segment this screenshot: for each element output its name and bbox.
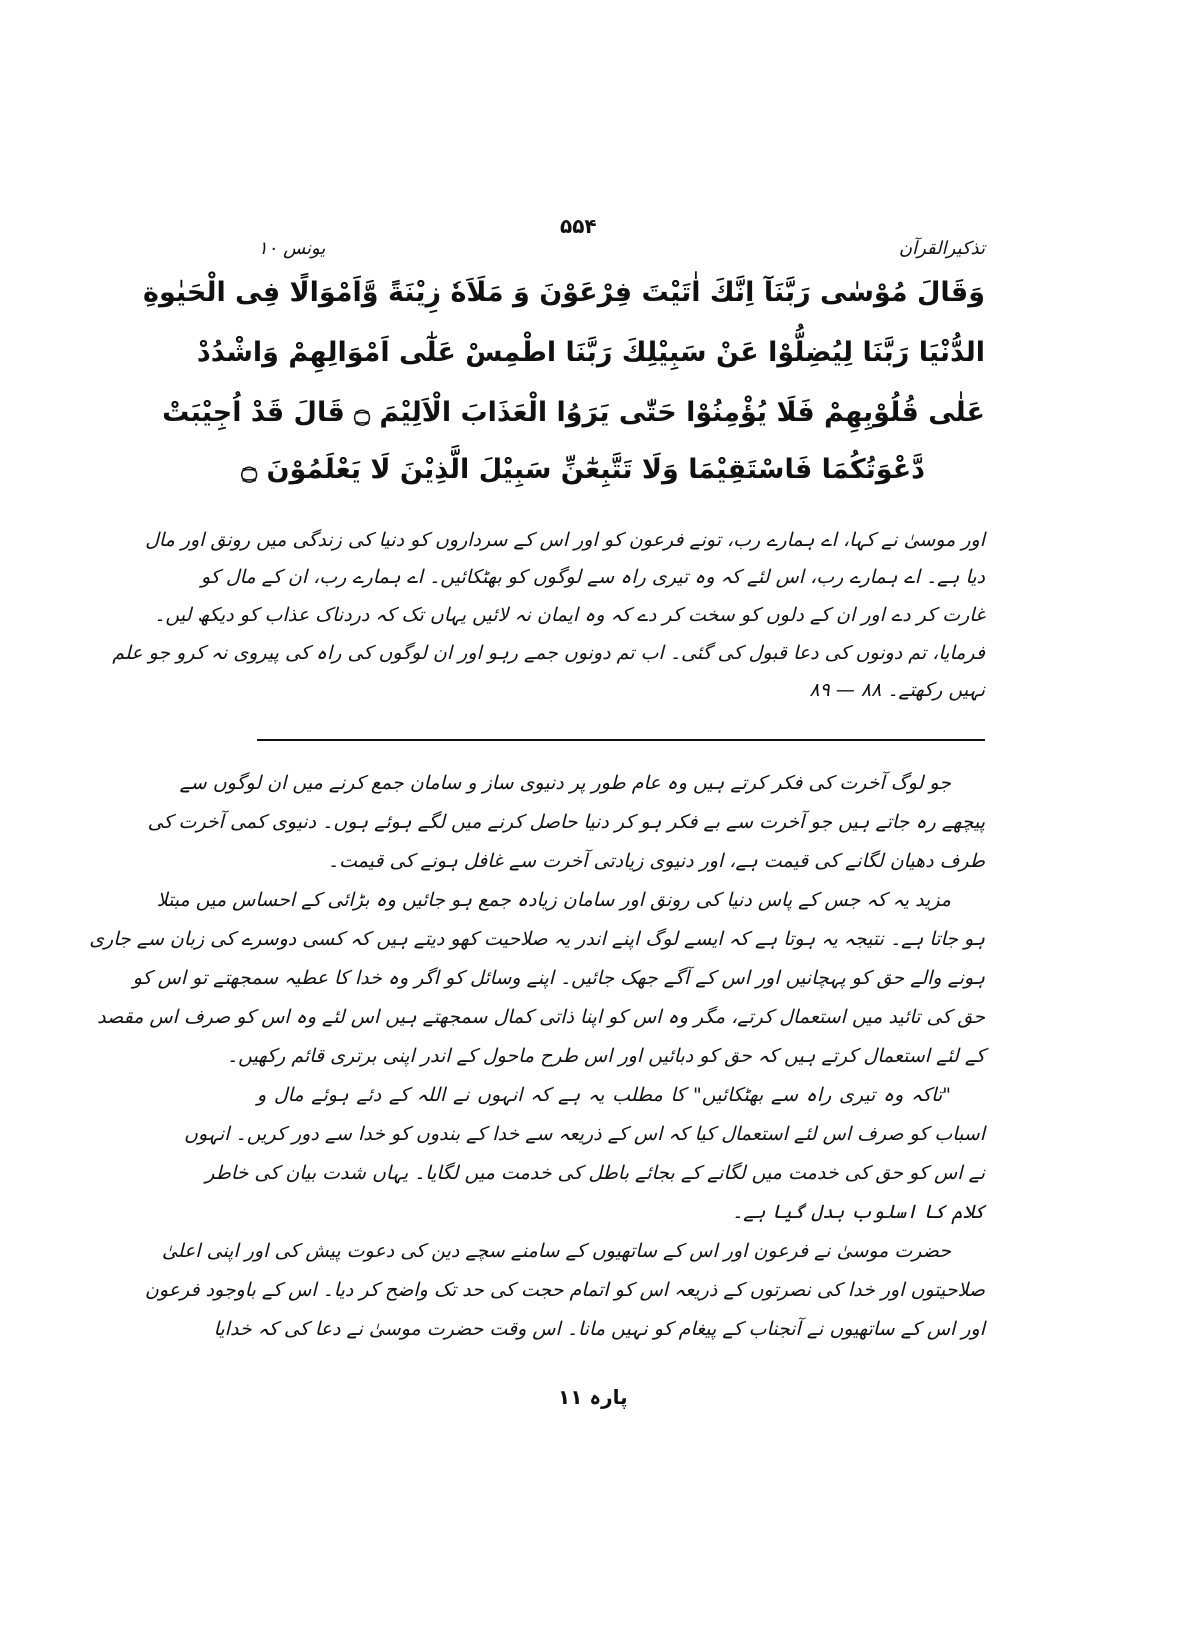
para-footer: پارہ ۱۱ [558, 1385, 628, 1409]
commentary-line: پیچھے رہ جاتے ہیں جو آخرت سے بے فکر ہو کر دنیا حاصل کرنے میں لگے ہوئے ہوں۔ دنیوی کمی آخرت کی [147, 811, 985, 833]
verse-line: الدُّنْيَا رَبَّنَا لِيُضِلُّوْا عَنْ سَبِيْلِكَ رَبَّنَا اطْمِسْ عَلٰٓى اَمْوَالِهِمْ وَاشْدُدْ [196, 337, 985, 368]
commentary-line: ہو جاتا ہے۔ نتیجہ یہ ہوتا ہے کہ ایسے لوگ اپنے اندر یہ صلاحیت کھو دیتے ہیں کہ کسی دوسرے کی زبان سے جاری [89, 928, 985, 950]
commentary-line: حضرت موسیٰ نے فرعون اور اس کے ساتھیوں کے سامنے سچے دین کی دعوت پیش کی اور اپنی اعلیٰ [161, 1240, 951, 1262]
verse-line: عَلٰى قُلُوْبِهِمْ فَلَا يُؤْمِنُوْا حَتّٰى يَرَوُا الْعَذَابَ الْاَلِيْمَ ۝ قَالَ قَدْ اُجِيْبَتْ [162, 397, 985, 428]
commentary-line: کلام کا اسلوب بدل گیا ہے۔ [732, 1201, 985, 1223]
commentary-line: طرف دھیان لگانے کی قیمت ہے، اور دنیوی زیادتی آخرت سے غافل ہونے کی قیمت۔ [327, 850, 985, 872]
verse-line: دَّعْوَتُكُمَا فَاسْتَقِيْمَا وَلَا تَتَّبِعٰٓنِّ سَبِيْلَ الَّذِيْنَ لَا يَعْلَمُوْنَ ۝ [241, 454, 925, 485]
commentary-line: مزید یہ کہ جس کے پاس دنیا کی رونق اور سامان زیادہ جمع ہو جائیں وہ بڑائی کے احساس میں مبتلا [156, 889, 951, 911]
translation-line: فرمایا، تم دونوں کی دعا قبول کی گئی۔ اب تم دونوں جمے رہو اور ان لوگوں کی راہ کی پیروی نہ کرو جو علم [112, 642, 985, 664]
commentary-line: حق کی تائید میں استعمال کرتے، مگر وہ اس کو اپنا ذاتی کمال سمجھتے ہیں اس لئے وہ اس کو صرف اس مقصد [97, 1006, 985, 1028]
section-divider [257, 739, 985, 741]
commentary-line: جو لوگ آخرت کی فکر کرتے ہیں وہ عام طور پر دنیوی ساز و سامان جمع کرنے میں ان لوگوں سے [179, 772, 951, 794]
book-title: تذکیرالقرآن [898, 238, 985, 259]
commentary-line: ہونے والے حق کو پہچانیں اور اس کے آگے جھک جائیں۔ اپنے وسائل کو اگر وہ خدا کا عطیہ سمجھتے تو اس کو [132, 967, 985, 989]
commentary-line: صلاحیتوں اور خدا کی نصرتوں کے ذریعہ اس کو اتمام حجت کی حد تک واضح کر دیا۔ اس کے باوجود فرعون [144, 1279, 985, 1301]
translation-line: نہیں رکھتے۔ ۸۸ — ۸۹ [809, 679, 985, 701]
commentary-line: "تاکہ وہ تیری راہ سے بھٹکائیں" کا مطلب یہ ہے کہ انہوں نے اللہ کے دئے ہوئے مال و [257, 1084, 951, 1106]
translation-line: دیا ہے۔ اے ہمارے رب، اس لئے کہ وہ تیری راہ سے لوگوں کو بھٹکائیں۔ اے ہمارے رب، ان کے مال کو [200, 566, 985, 588]
page-number: ۵۵۴ [560, 214, 597, 238]
commentary-line: اسباب کو صرف اس لئے استعمال کیا کہ اس کے ذریعہ سے خدا کے بندوں کو خدا سے دور کریں۔ انہوں [184, 1123, 985, 1145]
commentary-line: اور اس کے ساتھیوں نے آنجناب کے پیغام کو نہیں مانا۔ اس وقت حضرت موسیٰ نے دعا کی کہ خدایا [213, 1318, 985, 1340]
verse-line: وَقَالَ مُوْسٰى رَبَّنَآ اِنَّكَ اٰتَيْتَ فِرْعَوْنَ وَ مَلَاَهٗ زِيْنَةً وَّاَمْوَالًا فِى الْحَيٰوةِ [143, 277, 985, 308]
commentary-line: کے لئے استعمال کرتے ہیں کہ حق کو دبائیں اور اس طرح ماحول کے اندر اپنی برتری قائم رکھیں۔ [226, 1045, 985, 1067]
translation-line: غارت کر دے اور ان کے دلوں کو سخت کر دے کہ وہ ایمان نہ لائیں یہاں تک کہ دردناک عذاب کو دیکھ لیں۔ [154, 604, 985, 626]
commentary-line: نے اس کو حق کی خدمت میں لگانے کے بجائے باطل کی خدمت میں لگایا۔ یہاں شدت بیان کی خاطر [205, 1162, 985, 1184]
translation-line: اور موسیٰ نے کہا، اے ہمارے رب، تونے فرعون کو اور اس کے سرداروں کو دنیا کی زندگی میں رونق اور مال [145, 529, 985, 551]
surah-label: یونس ۱۰ [258, 238, 326, 259]
